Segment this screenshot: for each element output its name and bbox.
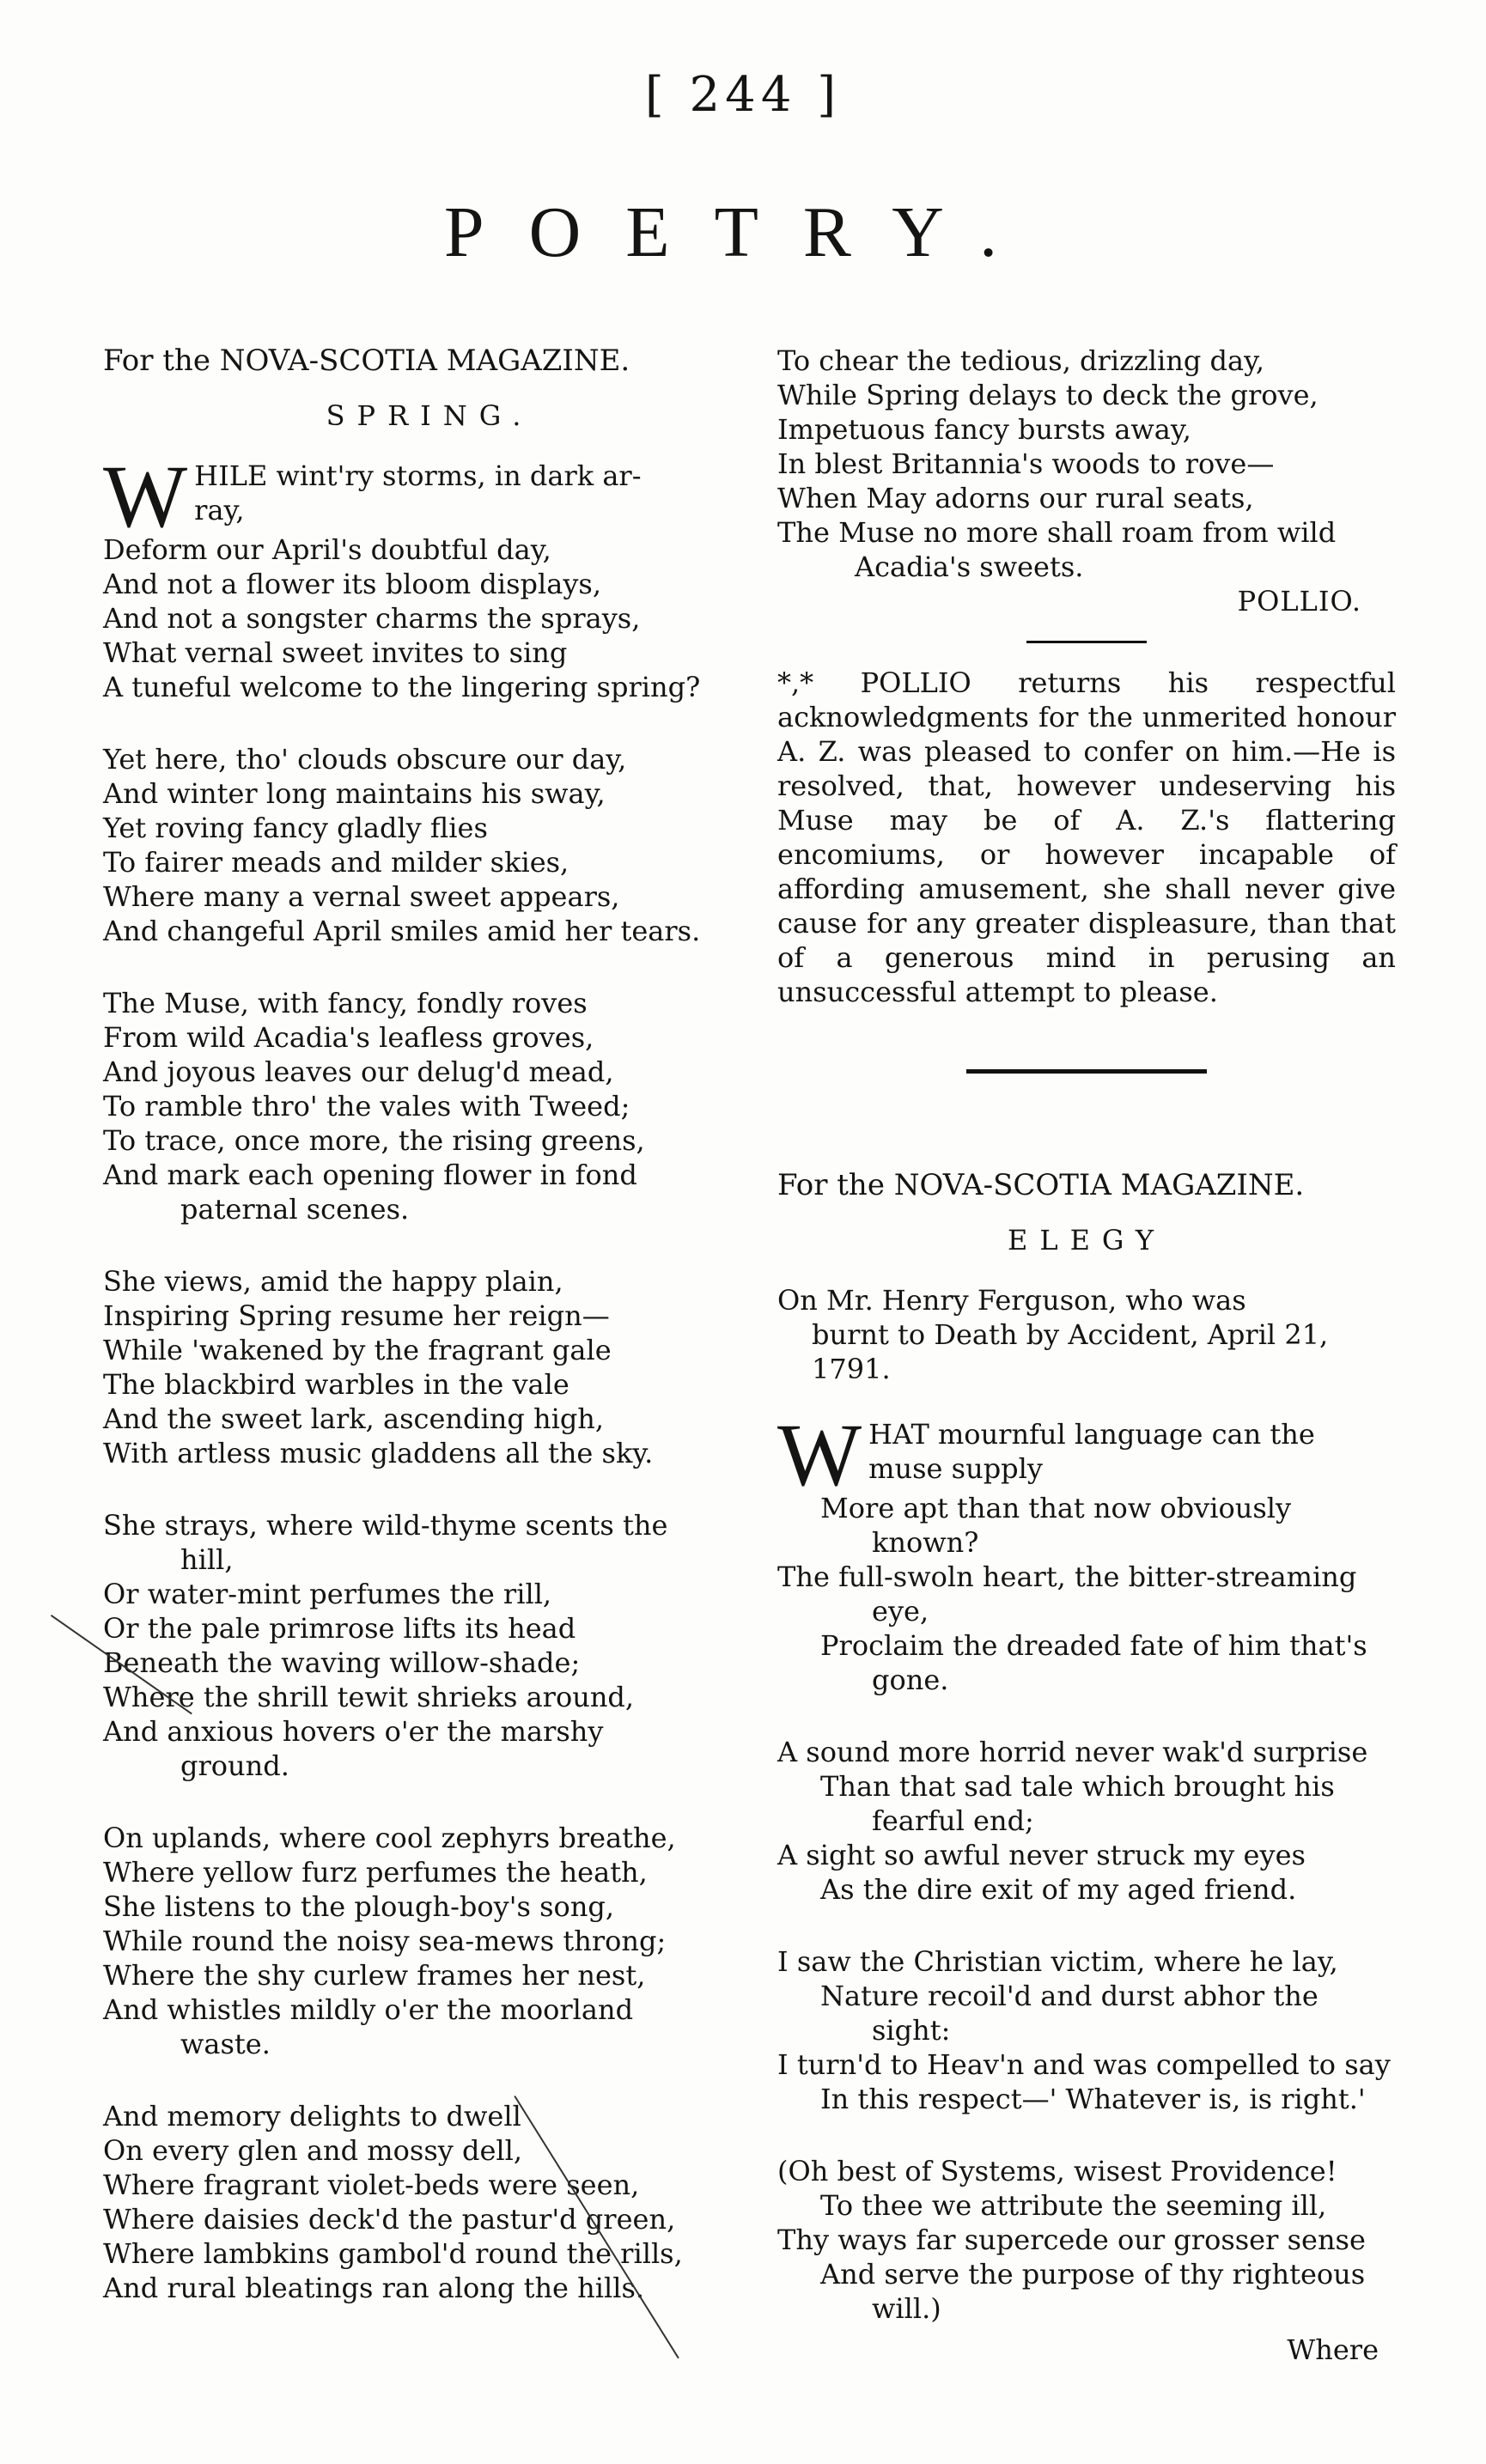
stanza — [103, 2099, 756, 2305]
poem-line: Proclaim the dreaded fate of him that's — [820, 1629, 1367, 1662]
poem-line: muse supply — [868, 1452, 1043, 1485]
spring-continuation — [777, 344, 1396, 584]
divider — [1026, 641, 1147, 643]
page-number: [ 244 ] — [644, 67, 842, 123]
poem-line: (Oh best of Systems, wisest Providence! — [777, 2155, 1337, 2187]
poem-line: Where the shrill tewit shrieks around, — [103, 1681, 635, 1713]
stanza — [103, 1264, 756, 1470]
poem-line: Where lambkins gambol'd round the rills, — [103, 2237, 683, 2270]
poem-line: And mark each opening flower in fond — [103, 1159, 637, 1191]
spring-opening — [103, 447, 756, 704]
poem-line: And joyous leaves our delug'd mead, — [103, 1056, 614, 1088]
poem-line: And changeful April smiles amid her tears. — [103, 915, 701, 947]
poem-line: The full-swoln heart, the bitter-streaming — [777, 1561, 1357, 1593]
poem-line: To chear the tedious, drizzling day, — [777, 344, 1265, 377]
editorial-note: *,* POLLIO returns his respectful acknowledgments for the unmerited honour A. Z. was pleased to confer on him.—He is resolved, that, however undeserving his Muse may be of A. Z.'s flattering encomiums, or however incapable of affording amusement, she shall never give cause for any greater displeasure, than that of a generous mind in perusing an unsuccessful attempt to please. — [777, 666, 1396, 1008]
poem-line: She listens to the plough-boy's song, — [103, 1890, 615, 1923]
stanza — [103, 1821, 756, 2061]
poem-line: In blest Britannia's woods to rove— — [777, 447, 1275, 480]
stanza — [777, 2154, 1396, 2326]
poem-line: With artless music gladdens all the sky. — [103, 1437, 654, 1469]
subtitle-line: burnt to Death by Accident, April 21, — [812, 1318, 1329, 1351]
dropcap-letter: W — [777, 1406, 862, 1505]
poem-line: Thy ways far supercede our grosser sense — [777, 2224, 1366, 2256]
poem-line: Where fragrant violet-beds were seen, — [103, 2169, 640, 2201]
elegy-opening — [777, 1406, 1396, 1697]
poem-line: The blackbird warbles in the vale — [103, 1368, 569, 1401]
stanza — [103, 986, 756, 1226]
poem-line: sight: — [872, 2014, 951, 2047]
poem-line: eye, — [872, 1595, 929, 1627]
poem-line: Or the pale primrose lifts its head — [103, 1612, 576, 1645]
poem-line: Deform our April's doubtful day, — [103, 533, 551, 566]
poem-line: Where yellow furz perfumes the heath, — [103, 1856, 648, 1889]
poem-line: And memory delights to dwell — [103, 2100, 521, 2132]
subtitle-line: 1791. — [812, 1353, 891, 1385]
poem-line: The Muse no more shall roam from wild — [777, 516, 1337, 549]
poem-line: I turn'd to Heav'n and was compelled to say — [777, 2048, 1391, 2081]
poem-title-elegy: ELEGY — [1007, 1224, 1166, 1256]
poem-line: Where daisies deck'd the pastur'd green, — [103, 2203, 676, 2236]
poem-line: She strays, where wild-thyme scents the — [103, 1509, 668, 1542]
poem-line: When May adorns our rural seats, — [777, 482, 1254, 514]
dropcap-letter: W — [103, 447, 188, 546]
subtitle-line: On Mr. Henry Ferguson, who was — [777, 1284, 1246, 1317]
poem-line: And not a songster charms the sprays, — [103, 602, 641, 635]
poem-line: And rural bleatings ran along the hills. — [103, 2272, 645, 2304]
poem-line: And whistles mildly o'er the moorland — [103, 1993, 634, 2026]
poem-line: While 'wakened by the fragrant gale — [103, 1334, 612, 1366]
stanza — [103, 742, 756, 948]
poem-line: She views, amid the happy plain, — [103, 1265, 563, 1298]
poem-line: And not a flower its bloom displays, — [103, 568, 601, 600]
poem-line: Impetuous fancy bursts away, — [777, 413, 1191, 446]
elegy-body — [777, 1406, 1396, 2367]
poem-line: fearful end; — [872, 1804, 1034, 1837]
poem-line: And winter long maintains his sway, — [103, 777, 606, 810]
section-divider — [966, 1069, 1207, 1074]
poem-line: And serve the purpose of thy righteous — [820, 2258, 1366, 2291]
poem-line: ground. — [180, 1749, 289, 1782]
right-column — [777, 344, 1396, 2367]
poem-line: known? — [872, 1526, 979, 1559]
stanza — [103, 1508, 756, 1783]
left-column — [103, 344, 756, 2343]
signature-pollio: POLLIO. — [1237, 585, 1361, 618]
poem-line: Yet roving fancy gladly flies — [103, 812, 488, 844]
poem-line: A sound more horrid never wak'd surprise — [777, 1736, 1368, 1768]
poem-line: waste. — [180, 2028, 271, 2060]
poem-title-spring: SPRING. — [326, 399, 533, 432]
poem-line: HILE wint'ry storms, in dark ar- — [194, 459, 642, 492]
poem-line: Inspiring Spring resume her reign— — [103, 1299, 610, 1332]
section-title: POETRY. — [443, 192, 1043, 272]
poem-line: The Muse, with fancy, fondly roves — [103, 987, 588, 1019]
poem-line: More apt than that now obviously — [820, 1492, 1292, 1524]
poem-line: gone. — [872, 1664, 949, 1696]
poem-line: On uplands, where cool zephyrs breathe, — [103, 1822, 676, 1854]
poem-line: While Spring delays to deck the grove, — [777, 379, 1319, 411]
elegy-subtitle — [777, 1283, 1396, 1386]
poem-line: Nature recoil'd and durst abhor the — [820, 1980, 1319, 2012]
catchword: Where — [1287, 2333, 1379, 2366]
poem-line: Acadia's sweets. — [855, 551, 1084, 583]
poem-line: A sight so awful never struck my eyes — [777, 1839, 1306, 1871]
stanza — [777, 1944, 1396, 2116]
poem-line: A tuneful welcome to the lingering spring? — [103, 671, 701, 703]
poem-line: As the dire exit of my aged friend. — [820, 1873, 1297, 1906]
poem-line: HAT mournful language can the — [868, 1418, 1315, 1451]
poem-line: will.) — [872, 2292, 941, 2325]
poem-line: To ramble thro' the vales with Tweed; — [103, 1090, 630, 1122]
poem-line: To fairer meads and milder skies, — [103, 846, 569, 879]
poem-line: Or water-mint perfumes the rill, — [103, 1578, 552, 1610]
magazine-heading: For the NOVA-SCOTIA MAGAZINE. — [103, 344, 630, 378]
magazine-heading-2: For the NOVA-SCOTIA MAGAZINE. — [777, 1168, 1305, 1202]
poem-line: ray, — [194, 494, 245, 526]
poem-line: Yet here, tho' clouds obscure our day, — [103, 743, 627, 776]
poem-line: Where the shy curlew frames her nest, — [103, 1959, 646, 1992]
poem-line: And anxious hovers o'er the marshy — [103, 1715, 604, 1748]
poem-line: To thee we attribute the seeming ill, — [820, 2189, 1327, 2222]
poem-line: And the sweet lark, ascending high, — [103, 1402, 605, 1435]
poem-line: paternal scenes. — [180, 1193, 410, 1226]
poem-line: Than that sad tale which brought his — [820, 1770, 1335, 1803]
poem-line: From wild Acadia's leafless groves, — [103, 1021, 594, 1054]
poem-line: I saw the Christian victim, where he lay, — [777, 1945, 1338, 1978]
poem-line: On every glen and mossy dell, — [103, 2134, 523, 2167]
poem-line: While round the noisy sea-mews throng; — [103, 1925, 667, 1957]
poem-line: hill, — [180, 1543, 234, 1576]
poem-line: In this respect—' Whatever is, is right.' — [820, 2083, 1366, 2115]
poem-line: Where many a vernal sweet appears, — [103, 880, 620, 913]
poem-line: To trace, once more, the rising greens, — [103, 1124, 645, 1157]
stanza — [777, 1735, 1396, 1907]
poem-line: What vernal sweet invites to sing — [103, 636, 568, 669]
poem-line: Beneath the waving willow-shade; — [103, 1646, 581, 1679]
